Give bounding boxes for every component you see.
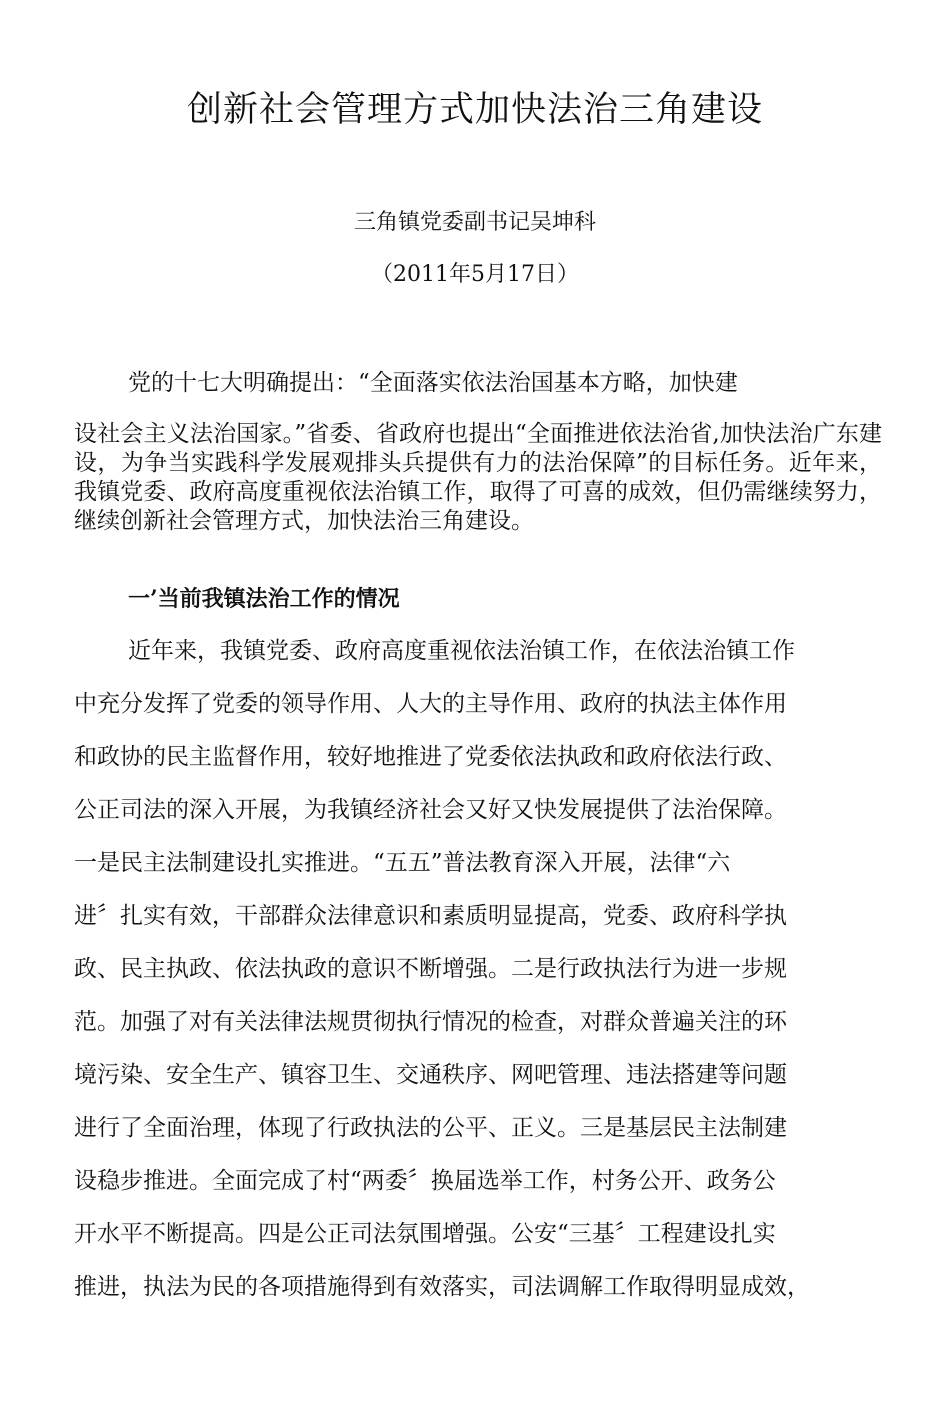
intro-paragraph: 设社会主义法治国家。”省委、省政府也提出“全面推进依法治省,加快法治广东建设，为争当实践科学发展观排头兵提供有力的法治保障”的目标任务。近年来，我镇党委、政府高度重视依法治镇工作，取得了可喜的成效，但仍需继续努力，继续创新社会管理方式，加快法治三角建设。 (74, 421, 882, 534)
body-line: 公正司法的深入开展，为我镇经济社会又好又快发展提供了法治保障。 (74, 797, 787, 823)
body-line: 近年来，我镇党委、政府高度重视依法治镇工作，在依法治镇工作 (128, 638, 795, 664)
body-line: 范。加强了对有关法律法规贯彻执行情况的检查，对群众普遍关注的环 (74, 1009, 787, 1035)
body-line: 境污染、安全生产、镇容卫生、交通秩序、网吧管理、违法搭建等问题 (74, 1062, 787, 1088)
date-line: （2011年5月17日） (371, 262, 579, 287)
body-line: 一是民主法制建设扎实推进。“五五”普法教育深入开展，法律“六 (74, 850, 731, 876)
section-heading: 一’当前我镇法治工作的情况 (128, 586, 400, 612)
document-title: 创新社会管理方式加快法治三角建设 (186, 90, 763, 130)
author-line: 三角镇党委副书记吴坤科 (353, 210, 596, 235)
body-line: 进行了全面治理，体现了行政执法的公平、正义。三是基层民主法制建 (74, 1115, 787, 1141)
body-line: 和政协的民主监督作用，较好地推进了党委依法执政和政府依法行政、 (74, 744, 787, 770)
body-line: 中充分发挥了党委的领导作用、人大的主导作用、政府的执法主体作用 (74, 691, 787, 717)
body-line: 政、民主执政、依法执政的意识不断增强。二是行政执法行为进一步规 (74, 956, 787, 982)
body-line: 进〞扎实有效，干部群众法律意识和素质明显提高，党委、政府科学执 (74, 903, 787, 929)
body-line: 推进，执法为民的各项措施得到有效落实，司法调解工作取得明显成效， (74, 1274, 810, 1300)
body-line: 开水平不断提高。四是公正司法氛围增强。公安“三基〞工程建设扎实 (74, 1221, 776, 1247)
intro-first-line: 党的十七大明确提出：“全面落实依法治国基本方略，加快建 (128, 370, 738, 396)
body-line: 设稳步推进。全面完成了村“两委〞换届选举工作，村务公开、政务公 (74, 1168, 776, 1194)
